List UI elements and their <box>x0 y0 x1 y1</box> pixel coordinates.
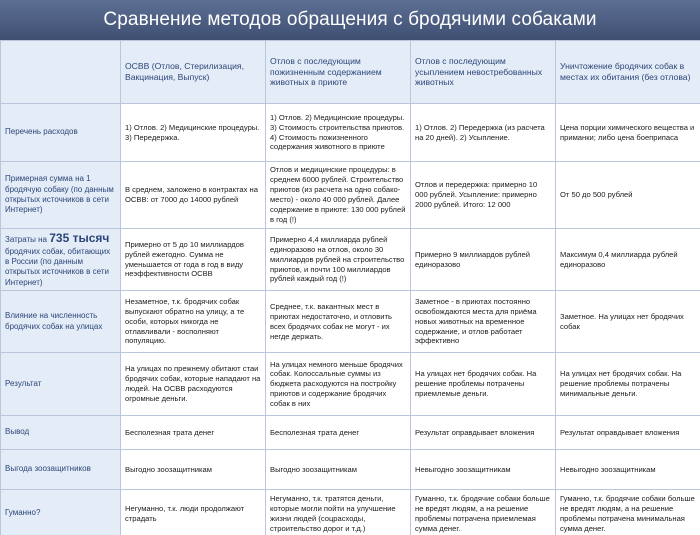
table-cell: Гуманно, т.к. бродячие собаки больше не вредят людям, а на решение проблемы потрачена приемлемая сумма денег. <box>411 490 556 535</box>
row-header-conclusion: Вывод <box>1 416 121 450</box>
table-cell: Выгодно зоозащитникам <box>266 450 411 490</box>
table-row <box>1 291 700 353</box>
table-cell: Примерно 4,4 миллиарда рублей единоразово на отлов, около 30 миллиардов рублей на строительство приютов, и почти 100 миллиардов рублей каждый год (!) <box>266 229 411 291</box>
table-row <box>1 104 700 162</box>
table-cell: 1) Отлов. 2) Медицинские процедуры. 3) Передержка. <box>121 104 266 162</box>
table-cell: Незаметное, т.к. бродячих собак выпускают обратно на улицу, а те особи, которых никогда не отлавливали - восполняют популяцию. <box>121 291 266 353</box>
page-title: Сравнение методов обращения с бродячими собаками <box>0 0 700 40</box>
row-header-expenses: Перечень расходов <box>1 104 121 162</box>
table-cell: Бесполезная трата денег <box>121 416 266 450</box>
row-header-humane: Гуманно? <box>1 490 121 535</box>
table-cell: Примерно 9 миллиардов рублей единоразово <box>411 229 556 291</box>
table-cell: В среднем, заложено в контрактах на ОСВВ: от 7000 до 14000 рублей <box>121 162 266 229</box>
column-header-shelter: Отлов с последующим пожизненным содержанием животных в приюте <box>266 41 411 104</box>
table-cell: Невыгодно зоозащитникам <box>411 450 556 490</box>
table-cell: Максимум 0,4 миллиарда рублей единоразово <box>556 229 700 291</box>
row-header-suffix: бродячих собак, обитающих в России (по данным открытых источников в сети Интернет) <box>5 246 111 287</box>
table-cell: На улицах по прежнему обитают стаи бродячих собак, которые нападают на людей. На ОСВВ расходуются огромные деньги. <box>121 353 266 416</box>
table-cell: 1) Отлов. 2) Передержка (из расчета на 20 дней). 2) Усыпление. <box>411 104 556 162</box>
table-row <box>1 353 700 416</box>
table-cell: На улицах нет бродячих собак. На решение проблемы потрачены приемлемые деньги. <box>411 353 556 416</box>
table-cell: Отлов и передержка: примерно 10 000 рублей. Усыпление: примерно 2000 рублей. Итого: 12 000 <box>411 162 556 229</box>
table-row <box>1 162 700 229</box>
table-cell: Отлов и медицинские процедуры: в среднем 6000 рублей. Строительство приютов (из расчета на одно собако-место) - около 40 000 рублей. Далее содержание в приюте: 130 000 рублей в год (!) <box>266 162 411 229</box>
table-cell: На улицах немного меньше бродячих собак. Колоссальные суммы из бюджета расходуются на постройку приютов и содержание бродячих собак в них <box>266 353 411 416</box>
table-cell: Выгодно зоозащитникам <box>121 450 266 490</box>
table-cell: На улицах нет бродячих собак. На решение проблемы потрачены минимальные деньги. <box>556 353 700 416</box>
table-row <box>1 229 700 291</box>
table-cell: 1) Отлов. 2) Медицинские процедуры. 3) Стоимость строительства приютов. 4) Стоимость пожизненного содержания животного в приюте <box>266 104 411 162</box>
table-cell: Невыгодно зоозащитникам <box>556 450 700 490</box>
column-header-extermination: Уничтожение бродячих собак в местах их обитания (без отлова) <box>556 41 700 104</box>
table-cell: Результат оправдывает вложения <box>411 416 556 450</box>
table-cell: Заметное. На улицах нет бродячих собак <box>556 291 700 353</box>
table-cell: Результат оправдывает вложения <box>556 416 700 450</box>
column-header-euthanasia: Отлов с последующим усыплением невостребованных животных <box>411 41 556 104</box>
row-header-benefit: Выгода зоозащитников <box>1 450 121 490</box>
dog-count-highlight: 735 тысяч <box>49 231 110 245</box>
table-cell: Гуманно, т.к. бродячие собаки больше не вредят людям, а на решение проблемы потрачена минимальная сумма денег. <box>556 490 700 535</box>
table-cell: Цена порции химического вещества и приманки; либо цена боеприпаса <box>556 104 700 162</box>
table-cell: Среднее, т.к. вакантных мест в приютах недостаточно, и отловить всех бродячих собак не могут - их негде держать. <box>266 291 411 353</box>
header-corner <box>1 41 121 104</box>
table-cell: Негуманно, т.к. люди продолжают страдать <box>121 490 266 535</box>
table-cell: Заметное - в приютах постоянно освобождаются места для приёма новых животных на временное содержание, и отлов работает эффективно <box>411 291 556 353</box>
table-cell: Бесполезная трата денег <box>266 416 411 450</box>
table-cell: Примерно от 5 до 10 миллиардов рублей ежегодно. Сумма не уменьшается от года в год в виду неэффективности ОСВВ <box>121 229 266 291</box>
table-cell: От 50 до 500 рублей <box>556 162 700 229</box>
row-header-impact: Влияние на численность бродячих собак на улицах <box>1 291 121 353</box>
table-row <box>1 450 700 490</box>
row-header-result: Результат <box>1 353 121 416</box>
table-cell: Негуманно, т.к. тратятся деньги, которые могли пойти на улучшение жизни людей (соцрасходы, строительство дорог и т.д.) <box>266 490 411 535</box>
table-row <box>1 416 700 450</box>
row-header-prefix: Затраты на <box>5 235 47 244</box>
table-row <box>1 490 700 535</box>
row-header-cost-per-dog: Примерная сумма на 1 бродячую собаку (по данным открытых источников в сети Интернет) <box>1 162 121 229</box>
header-row <box>1 41 700 104</box>
column-header-osvv: ОСВВ (Отлов, Стерилизация, Вакцинация, Выпуск) <box>121 41 266 104</box>
comparison-table <box>0 40 700 535</box>
row-header-total-cost <box>1 229 121 291</box>
